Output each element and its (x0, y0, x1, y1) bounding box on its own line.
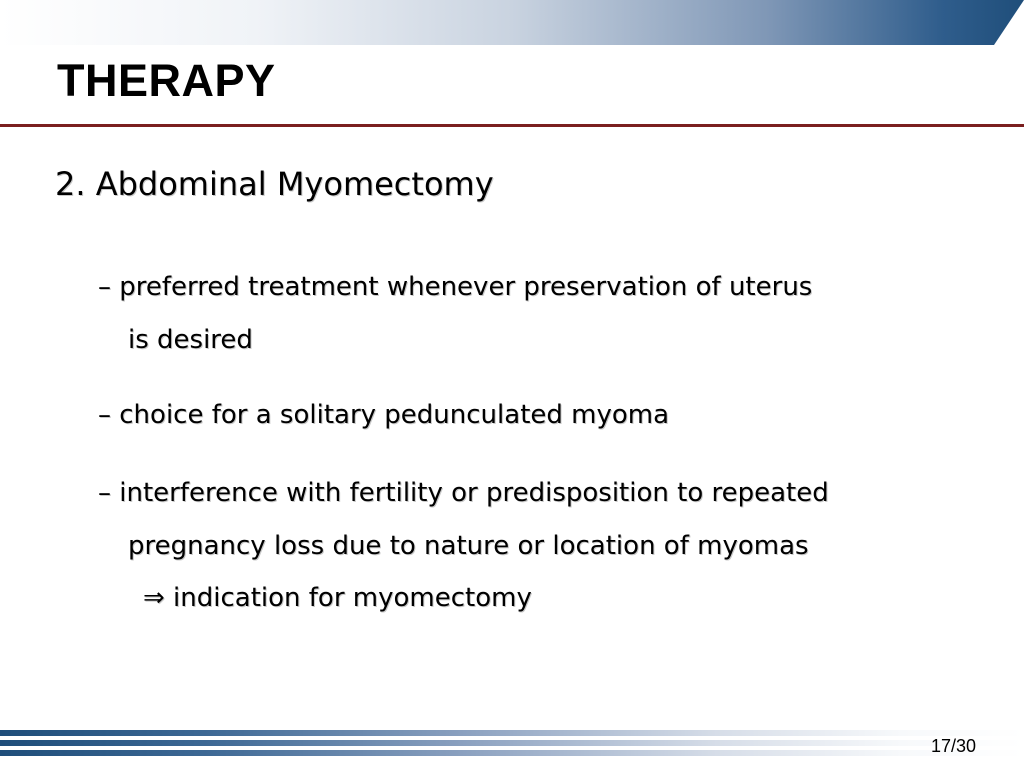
slide-title: THERAPY (57, 55, 276, 106)
bullet-1-line-2: is desired (128, 325, 253, 355)
title-divider (0, 124, 1024, 127)
bullet-1-line-1: – preferred treatment whenever preservation of uterus (98, 272, 813, 302)
bullet-3-line-1: – interference with fertility or predisposition to repeated (98, 478, 829, 508)
footer-stripe-1 (0, 730, 1024, 736)
bullet-3-line-3: ⇒ indication for myomectomy (143, 583, 532, 613)
header-gradient-band (0, 0, 1024, 45)
section-heading: 2. Abdominal Myomectomy (55, 165, 494, 203)
footer-stripe-2 (0, 740, 1024, 746)
bullet-2-line-1: – choice for a solitary pedunculated myoma (98, 400, 670, 430)
footer-stripe-3 (0, 750, 1024, 756)
page-number: 17/30 (930, 736, 976, 756)
bullet-3-line-2: pregnancy loss due to nature or location of myomas (128, 531, 809, 561)
